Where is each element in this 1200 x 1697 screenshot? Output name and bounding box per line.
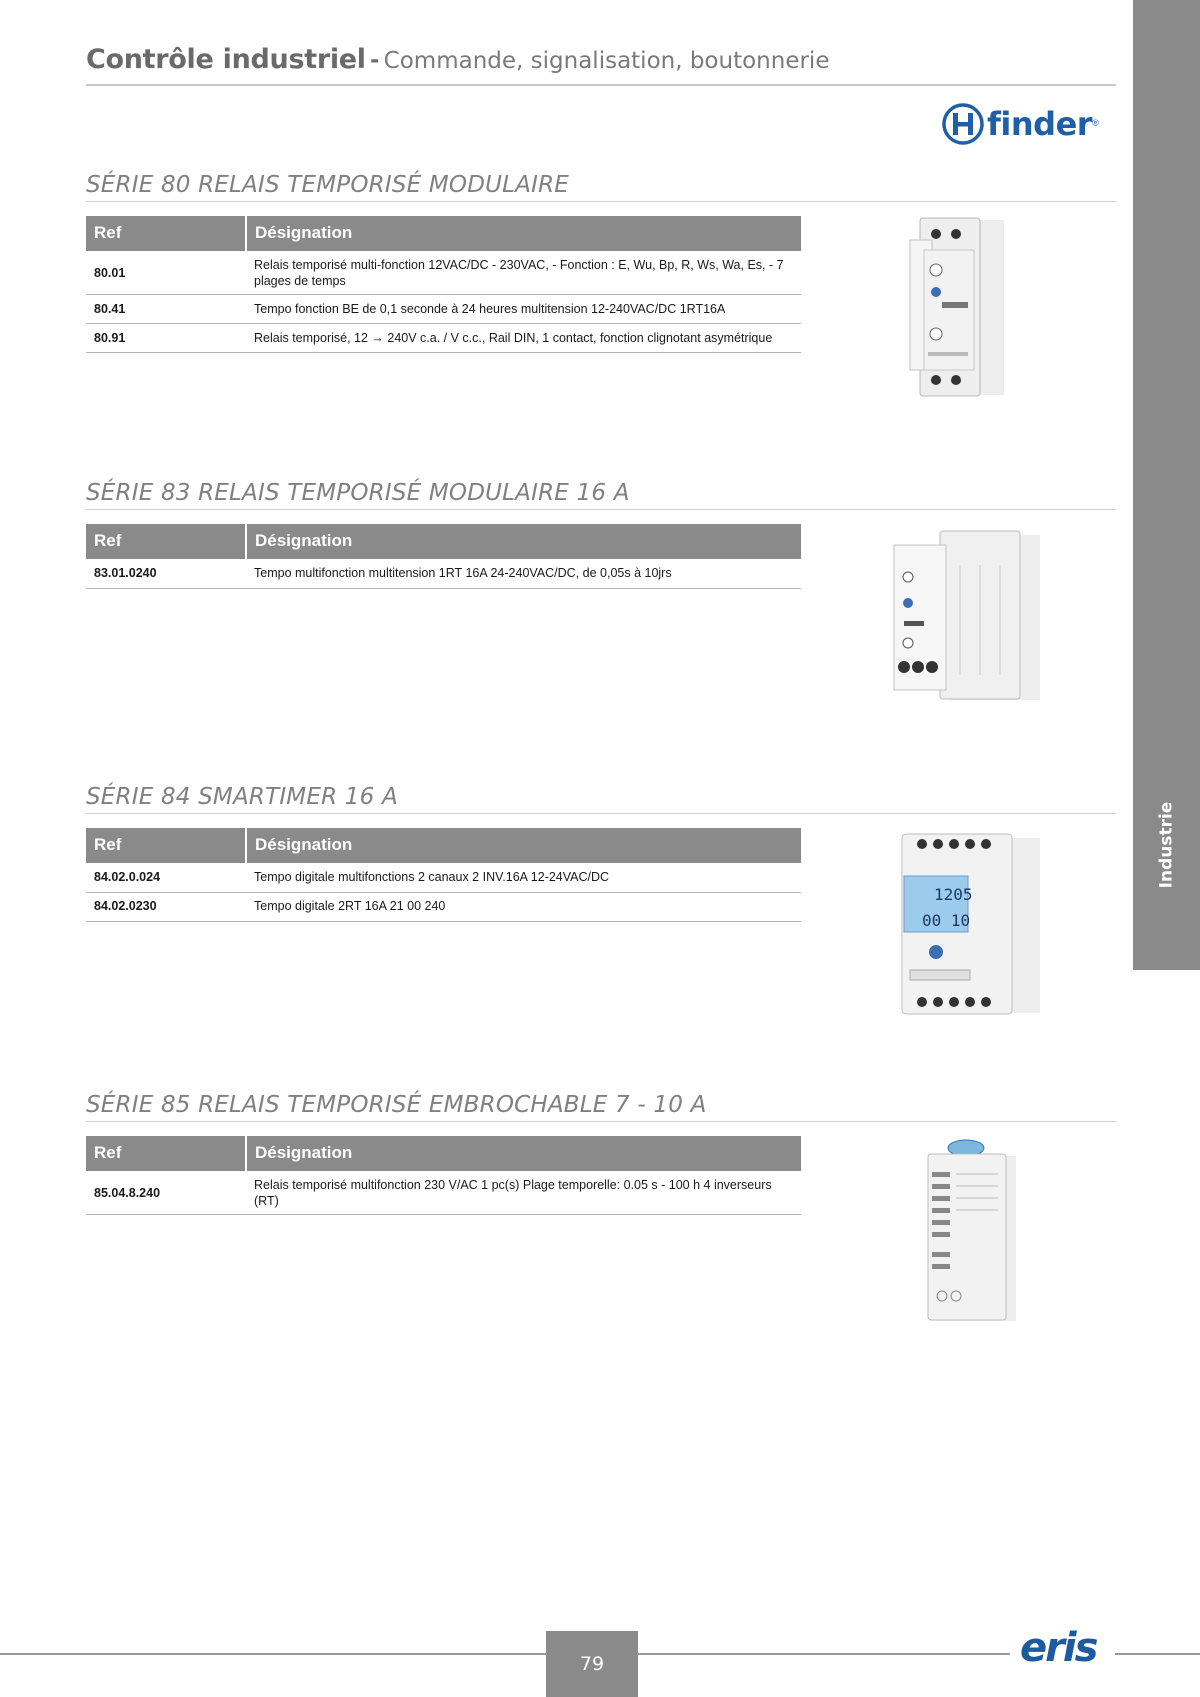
section-title: SÉRIE 85 RELAIS TEMPORISÉ EMBROCHABLE 7 - 10 A <box>86 1088 1116 1122</box>
designation-cell: Relais temporisé multifonction 230 V/AC 1 pc(s) Plage temporelle: 0.05 s - 100 h 4 inverseurs (RT) <box>246 1171 801 1215</box>
display-top-readout: 1205 <box>934 885 973 904</box>
designation-cell: Tempo fonction BE de 0,1 seconde à 24 heures multitension 12-240VAC/DC 1RT16A <box>246 295 801 324</box>
column-header-ref: Ref <box>86 1136 246 1171</box>
title-separator: - <box>370 44 380 74</box>
column-header-designation: Désignation <box>246 216 801 251</box>
ref-cell: 80.01 <box>86 251 246 295</box>
table-header-row <box>86 216 801 251</box>
page-title: Contrôle industriel <box>86 44 366 75</box>
column-header-ref: Ref <box>86 828 246 863</box>
column-header-designation: Désignation <box>246 828 801 863</box>
table-row <box>86 324 801 353</box>
designation-cell: Relais temporisé multi-fonction 12VAC/DC - 230VAC, - Fonction : E, Wu, Bp, R, Ws, Wa, Es, - 7 plages de temps <box>246 251 801 295</box>
product-image-serie-84 <box>900 830 1050 1020</box>
section-serie-83 <box>86 476 1116 581</box>
table-header-row <box>86 524 801 559</box>
column-header-ref: Ref <box>86 216 246 251</box>
finder-emblem-icon <box>942 103 984 145</box>
page-number: 79 <box>546 1631 638 1697</box>
ref-table <box>86 216 801 353</box>
designation-cell: Relais temporisé, 12 → 240V c.a. / V c.c., Rail DIN, 1 contact, fonction clignotant asymétrique <box>246 324 801 353</box>
side-tab-label: Industrie <box>1156 801 1177 889</box>
table-header-row <box>86 828 801 863</box>
footer-rule-right <box>1115 1653 1200 1655</box>
footer-rule-middle <box>638 1653 1010 1655</box>
table-row <box>86 863 801 892</box>
product-image-serie-83 <box>890 525 1060 710</box>
ref-cell: 83.01.0240 <box>86 559 246 588</box>
column-header-designation: Désignation <box>246 524 801 559</box>
ref-table <box>86 524 801 589</box>
ref-cell: 84.02.0.024 <box>86 863 246 892</box>
page-subtitle: Commande, signalisation, boutonnerie <box>383 48 830 74</box>
table-header-row <box>86 1136 801 1171</box>
section-title: SÉRIE 80 RELAIS TEMPORISÉ MODULAIRE <box>86 168 1116 202</box>
ref-cell: 84.02.0230 <box>86 892 246 921</box>
registered-mark: ® <box>1092 118 1099 128</box>
designation-cell: Tempo multifonction multitension 1RT 16A 24-240VAC/DC, de 0,05s à 10jrs <box>246 559 801 588</box>
product-image-serie-80 <box>892 212 1032 402</box>
table-row <box>86 1171 801 1215</box>
section-serie-80 <box>86 168 1116 345</box>
section-serie-85 <box>86 1088 1116 1208</box>
ref-table <box>86 828 801 922</box>
footer-rule-left <box>0 1653 546 1655</box>
table-row <box>86 295 801 324</box>
side-tab <box>1133 0 1200 970</box>
designation-cell: Tempo digitale multifonctions 2 canaux 2 INV.16A 12-24VAC/DC <box>246 863 801 892</box>
designation-cell: Tempo digitale 2RT 16A 21 00 240 <box>246 892 801 921</box>
product-image-serie-85 <box>920 1136 1030 1326</box>
page-header <box>86 44 1116 86</box>
table-row <box>86 251 801 295</box>
column-header-ref: Ref <box>86 524 246 559</box>
display-bottom-readout: 00 10 <box>922 911 971 930</box>
ref-table <box>86 1136 801 1215</box>
ref-cell: 85.04.8.240 <box>86 1171 246 1215</box>
section-title: SÉRIE 83 RELAIS TEMPORISÉ MODULAIRE 16 A <box>86 476 1116 510</box>
table-row <box>86 559 801 588</box>
finder-logo <box>942 102 1116 146</box>
table-row <box>86 892 801 921</box>
section-title: SÉRIE 84 SMARTIMER 16 A <box>86 780 1116 814</box>
ref-cell: 80.91 <box>86 324 246 353</box>
finder-wordmark: finder <box>987 105 1093 143</box>
eris-logo: eris <box>1020 1625 1097 1671</box>
ref-cell: 80.41 <box>86 295 246 324</box>
column-header-designation: Désignation <box>246 1136 801 1171</box>
